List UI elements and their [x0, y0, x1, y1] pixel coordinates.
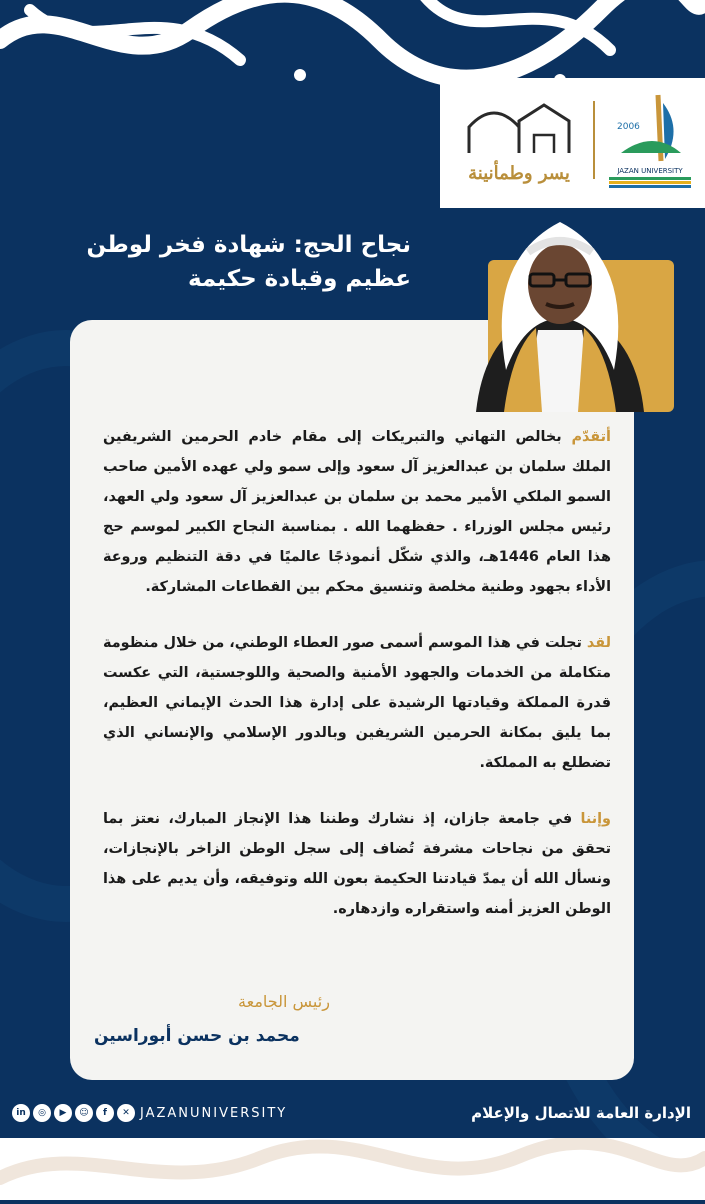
jazan-university-logo: [603, 89, 698, 189]
paragraph-3: [103, 804, 611, 924]
bottom-calligraphy-decoration: [0, 1138, 705, 1200]
social-handle: JAZANUNIVERSITY: [140, 1106, 288, 1121]
paragraph-1-lead: أتقدّم: [571, 429, 611, 445]
portrait-photo: [446, 200, 674, 412]
paragraph-2-text: تجلت في هذا الموسم أسمى صور العطاء الوطني، من خلال منظومة متكاملة من الخدمات والجهود الأمنية والصحية واللوجستية، التي عكست قدرة المملكة وقيادتها الرشيدة على إدارة هذا الحدث الإيماني العظيم، بما يليق بمكانة الحرمين الشريفين وبالدور الإسلامي والإنساني الذي تضطلع به المملكة.: [103, 635, 611, 771]
social-icons: [12, 1104, 135, 1122]
paragraph-3-text: في جامعة جازان، إذ نشارك وطننا هذا الإنجاز المبارك، نعتز بما تحقق من نجاحات مشرفة تُضاف إلى سجل الوطن الزاخر بالإنجازات، ونسأل الله أن يمدّ قيادتنا الحكيمة بعون الله وتوفيقه، وأن يديم على هذا الوطن العزيز أمنه واستقراره وازدهاره.: [103, 811, 611, 917]
university-name: JAZAN UNIVERSITY: [617, 167, 683, 175]
facebook-icon[interactable]: f: [96, 1104, 114, 1122]
logo-divider: [593, 101, 595, 179]
logo-block: [445, 85, 700, 195]
signature-name: محمد بن حسن أبوراسين: [94, 1026, 300, 1046]
x-icon[interactable]: ✕: [117, 1104, 135, 1122]
paragraph-1-text: بخالص التهاني والتبريكات إلى مقام خادم الحرمين الشريفين الملك سلمان بن عبدالعزيز آل سعود وإلى سمو ولي عهده الأمين صاحب السمو الملكي الأمير محمد بن سلمان بن عبدالعزيز آل سعود ولي العهد، رئيس مجلس الوزراء . حفظهما الله . بمناسبة النجاح الكبير لموسم حج هذا العام 1446هـ، والذي شكّل أنموذجًا عالميًا في دقة التنظيم وروعة الأداء بجهود وطنية مخلصة وتنسيق محكم بين القطاعات المشاركة.: [103, 429, 611, 595]
letter-body: [103, 422, 611, 950]
paragraph-2-lead: لقد: [586, 635, 611, 651]
campaign-logo: [449, 91, 589, 191]
linkedin-icon[interactable]: in: [12, 1104, 30, 1122]
campaign-logo-text: يسر وطمأنينة: [468, 163, 570, 184]
paragraph-2: [103, 628, 611, 778]
bottom-decoration-band: [0, 1138, 705, 1200]
title-line-1: نجاح الحج: شهادة فخر لوطن: [86, 232, 411, 258]
footer-bar: [0, 1092, 705, 1138]
signature-role: رئيس الجامعة: [238, 992, 330, 1011]
page-title: [51, 228, 411, 296]
youtube-icon[interactable]: ▶: [54, 1104, 72, 1122]
title-line-2: عظيم وقيادة حكيمة: [187, 266, 411, 292]
university-year: 2006: [617, 122, 640, 132]
department-name: الإدارة العامة للاتصال والإعلام: [471, 1104, 691, 1122]
paragraph-3-lead: وإننا: [580, 811, 611, 827]
instagram-icon[interactable]: ◎: [33, 1104, 51, 1122]
paragraph-1: [103, 422, 611, 602]
snapchat-icon[interactable]: ☺: [75, 1104, 93, 1122]
